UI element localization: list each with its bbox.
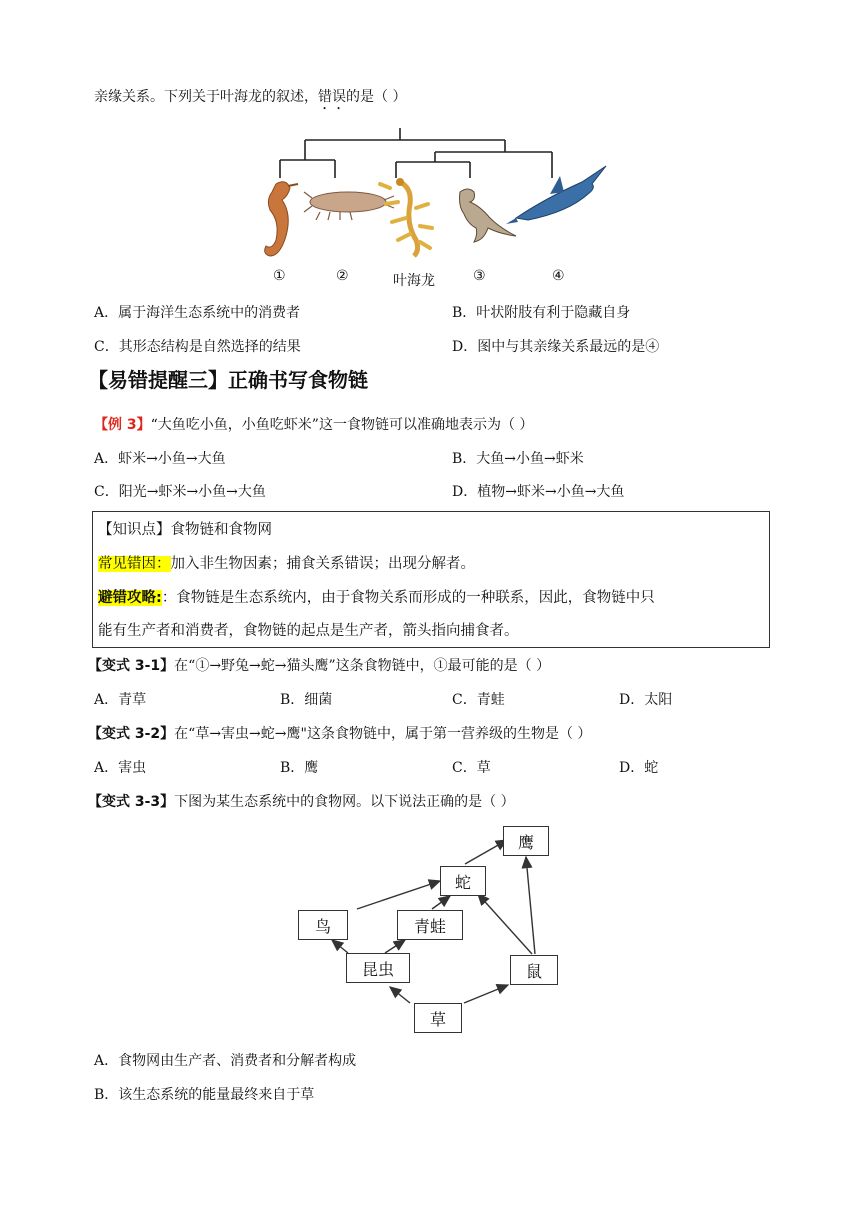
node-mouse: 鼠 [510, 955, 558, 985]
example3-option-a: A．虾米→小鱼→大鱼 [94, 451, 226, 467]
knowledge-box [92, 511, 770, 648]
v32-option-b: B．鹰 [280, 760, 319, 776]
arrow-insect-bird [332, 940, 348, 953]
marlin-icon [506, 166, 606, 224]
common-mistakes: 常见错因：加入非生物因素；捕食关系错误；出现分解者。 [98, 556, 475, 572]
example3-question: 【例 3】“大鱼吃小鱼，小鱼吃虾米”这一食物链可以准确地表示为（ ） [94, 417, 534, 433]
question-intro: 亲缘关系。下列关于叶海龙的叙述，错误的是（ ） [94, 89, 407, 105]
v31-option-b: B．细菌 [280, 692, 333, 708]
v31-option-d: D．太阳 [619, 692, 673, 708]
variant-3-1-question: 【变式 3-1】在“①→野兔→蛇→猫头鹰”这条食物链中，①最可能的是（ ） [88, 658, 551, 674]
node-insect: 昆虫 [346, 953, 410, 983]
q1-option-a: A．属于海洋生态系统中的消费者 [94, 305, 301, 321]
arrow-grass-insect [390, 987, 410, 1003]
section-title: 【易错提醒三】正确书写食物链 [88, 368, 368, 392]
avoid-tips-line1: 避错攻略:：食物链是生态系统内，由于食物关系而形成的一种联系，因此，食物链中只 [98, 590, 655, 606]
v31-option-c: C．青蛙 [452, 692, 505, 708]
arrow-snake-eagle [465, 840, 507, 864]
arrow-insect-frog [385, 940, 405, 953]
seahorse-icon [265, 182, 298, 256]
q1-option-b: B．叶状附肢有利于隐藏自身 [452, 305, 631, 321]
arrow-frog-snake [432, 896, 450, 909]
variant-3-2-question: 【变式 3-2】在“草→害虫→蛇→鹰"这条食物链中，属于第一营养级的生物是（ ） [88, 726, 592, 742]
example3-option-d: D．植物→虾米→小鱼→大鱼 [452, 484, 625, 500]
tree-label-4: ④ [552, 268, 565, 284]
v32-option-d: D．蛇 [619, 760, 659, 776]
v33-option-a: A．食物网由生产者、消费者和分解者构成 [94, 1053, 357, 1069]
arrow-grass-mouse [464, 985, 508, 1003]
example3-option-c: C．阳光→虾米→小鱼→大鱼 [94, 484, 266, 500]
phylogenetic-tree [250, 122, 630, 292]
mantis-shrimp-icon [304, 192, 394, 220]
tree-label-2: ② [336, 268, 349, 284]
arrow-mouse-eagle [526, 857, 535, 954]
dinosaur-icon [460, 189, 517, 242]
v32-option-a: A．害虫 [94, 760, 147, 776]
node-grass: 草 [414, 1003, 462, 1033]
v33-option-b: B．该生态系统的能量最终来自于草 [94, 1087, 315, 1103]
arrow-bird-snake [357, 881, 440, 909]
v31-option-a: A．青草 [94, 692, 147, 708]
tree-label-1: ① [273, 268, 286, 284]
node-frog: 青蛙 [397, 910, 463, 940]
arrow-mouse-snake [478, 894, 532, 954]
v32-option-c: C．草 [452, 760, 491, 776]
node-snake: 蛇 [440, 866, 486, 896]
leafy-seadragon-icon [380, 178, 432, 256]
q1-option-c: C．其形态结构是自然选择的结果 [94, 339, 301, 355]
q1-option-d: D．图中与其亲缘关系最远的是④ [452, 339, 660, 355]
example3-option-b: B．大鱼→小鱼→虾米 [452, 451, 584, 467]
tree-label-3: ③ [473, 268, 486, 284]
avoid-tips-line2: 能有生产者和消费者，食物链的起点是生产者，箭头指向捕食者。 [98, 623, 519, 639]
node-bird: 鸟 [298, 910, 348, 940]
knowledge-title: 【知识点】食物链和食物网 [98, 522, 272, 538]
tree-label-leafy-seadragon: 叶海龙 [393, 273, 435, 289]
variant-3-3-question: 【变式 3-3】下图为某生态系统中的食物网。以下说法正确的是（ ） [88, 794, 515, 810]
node-eagle: 鹰 [503, 826, 549, 856]
